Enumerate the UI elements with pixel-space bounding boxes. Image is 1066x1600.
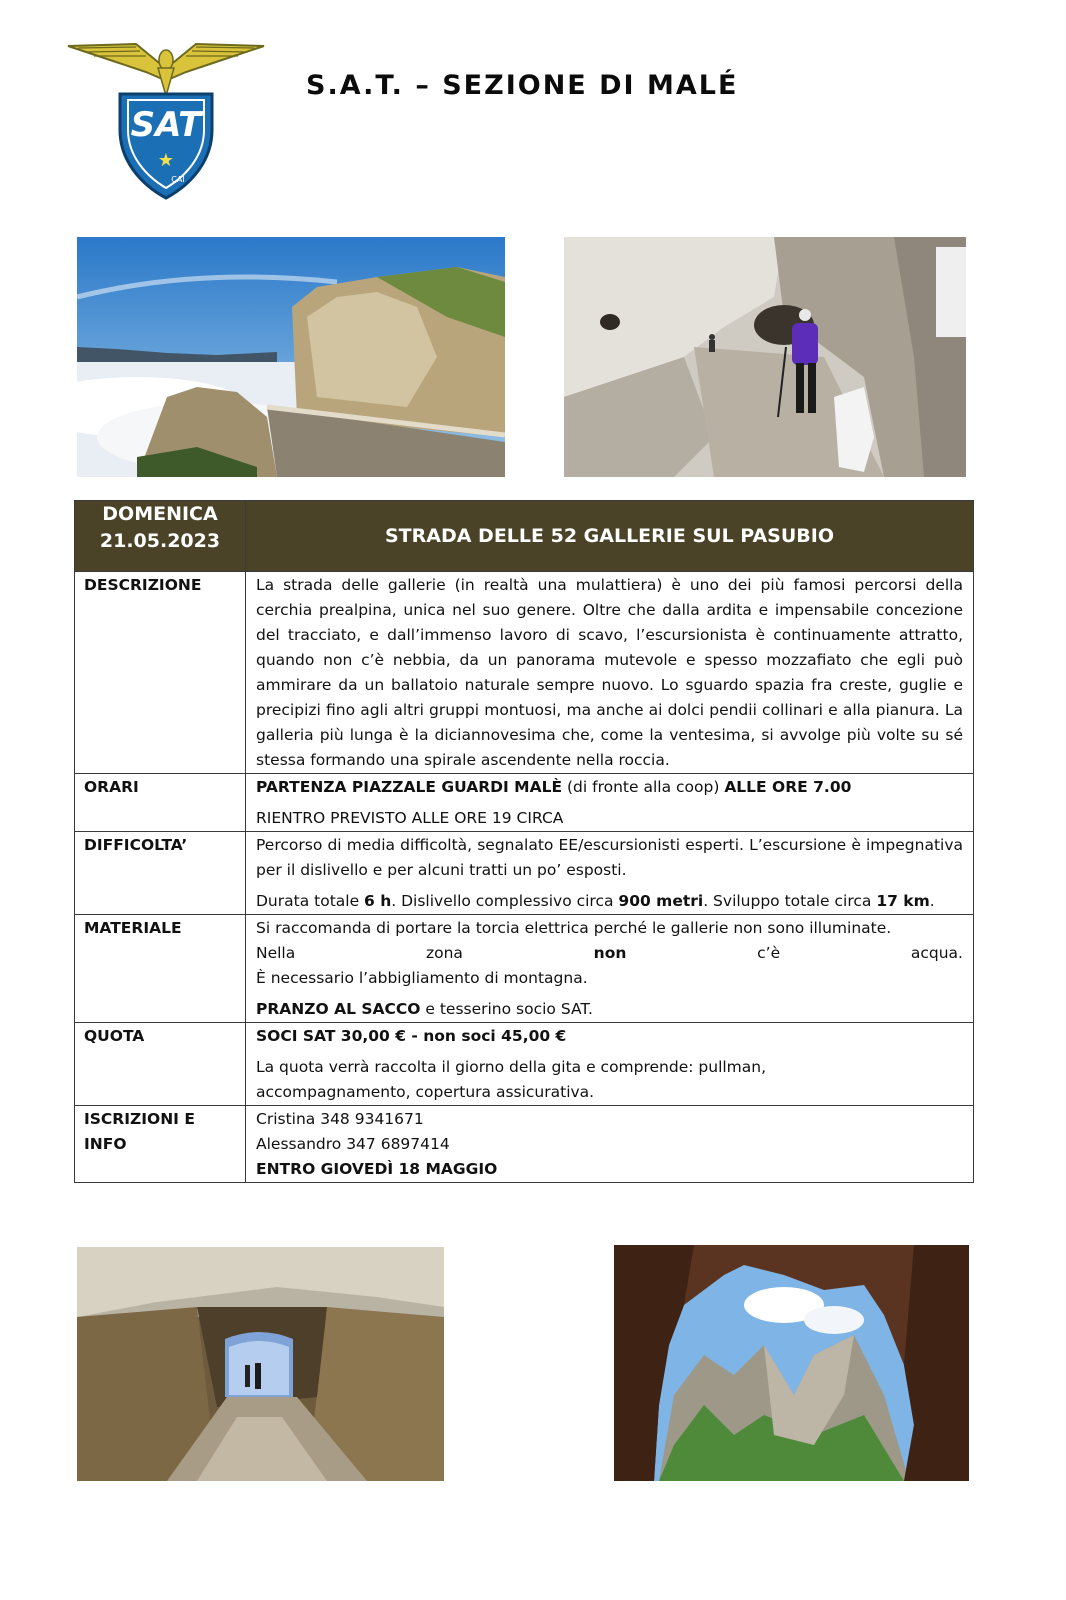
row-label-difficolta: DIFFICOLTA’ [75, 832, 246, 915]
descrizione-text: La strada delle gallerie (in realtà una mulattiera) è uno dei più famosi percorsi della cerchia prealpina, unica nel suo genere. Oltre che dalla ardita e impensabile concezione del tracciato, e dall’immenso lavoro di scavo, l’escursionista è continuamente attratto, quando non c’è nebbia, da un panorama mutevole e spesso mozzafiato che egli può ammirare da un ballatoio naturale sempre nuovo. Lo sguardo spazia fra creste, guglie e precipizi fino agli altri gruppi montuosi, ma anche ai dolci pendii collinari e alla pianura. La galleria più lunga è la diciannovesima che, come la ventesima, si avvolge più volte su sé stessa formando una spirale ascendente nella roccia. [246, 572, 974, 774]
row-label-iscrizioni-line1: ISCRIZIONI E [84, 1110, 195, 1128]
departure-place: PARTENZA PIAZZALE GUARDI MALÈ [256, 778, 563, 796]
row-label-orari: ORARI [75, 774, 246, 832]
duration-value: 6 h [364, 892, 392, 910]
lunch-bold: PRANZO AL SACCO [256, 1000, 421, 1018]
event-date-cell [75, 501, 246, 572]
elevation-label: . Dislivello complessivo circa [391, 892, 619, 910]
row-label-iscrizioni [75, 1106, 246, 1183]
landscape-photo-icon [77, 1247, 444, 1481]
distance-value: 17 km [876, 892, 930, 910]
torch-line: Si raccomanda di portare la torcia elettrica perché le gallerie non sono illuminate. [256, 919, 892, 937]
landscape-photo-icon [564, 237, 966, 477]
table-row-orari [75, 774, 974, 832]
iscrizioni-content [246, 1106, 974, 1183]
table-header-row [75, 501, 974, 572]
lunch-normal: e tesserino socio SAT. [420, 1000, 593, 1018]
water-word-4: c’è [757, 944, 781, 962]
contact-cristina: Cristina 348 9341671 [256, 1110, 424, 1128]
lunch-line [256, 997, 963, 1022]
svg-text:★: ★ [157, 150, 175, 171]
landscape-photo-icon [614, 1245, 969, 1481]
elevation-value: 900 metri [618, 892, 704, 910]
duration-label: Durata totale [256, 892, 365, 910]
row-label-iscrizioni-line2: INFO [84, 1135, 127, 1153]
eagle-shield-icon [66, 38, 266, 202]
row-label-materiale: MATERIALE [75, 915, 246, 1023]
difficolta-text: Percorso di media difficoltà, segnalato EE/escursionisti esperti. L’escursione è impegnativa per il dislivello e per alcuni tratti un po’ esposti. [256, 836, 963, 879]
distance-label: . Sviluppo totale circa [703, 892, 877, 910]
row-label-quota: QUOTA [75, 1023, 246, 1106]
tunnel-photo [77, 1247, 444, 1481]
clothing-line: È necessario l’abbigliamento di montagna. [256, 969, 588, 987]
duration-end: . [929, 892, 935, 910]
water-line [256, 941, 963, 966]
water-word-3: non [593, 944, 627, 962]
contact-alessandro: Alessandro 347 6897414 [256, 1135, 450, 1153]
page-title: S.A.T. – SEZIONE DI MALÉ [306, 70, 739, 101]
departure-time: ALLE ORE 7.00 [724, 778, 852, 796]
event-info-table [74, 500, 974, 1183]
quota-content [246, 1023, 974, 1106]
cave-window-photo [614, 1245, 969, 1481]
materiale-content [246, 915, 974, 1023]
water-word-1: Nella [256, 944, 296, 962]
event-date: 21.05.2023 [99, 530, 221, 552]
table-row-quota [75, 1023, 974, 1106]
duration-line [256, 889, 963, 914]
departure-line [256, 775, 963, 800]
svg-text:CAI: CAI [171, 175, 185, 184]
sat-logo [66, 38, 266, 202]
departure-note: (di fronte alla coop) [562, 778, 725, 796]
return-line: RIENTRO PREVISTO ALLE ORE 19 CIRCA [256, 809, 564, 827]
table-row-difficolta [75, 832, 974, 915]
difficolta-content [246, 832, 974, 915]
price-line: SOCI SAT 30,00 € - non soci 45,00 € [256, 1027, 567, 1045]
event-title: STRADA DELLE 52 GALLERIE SUL PASUBIO [246, 501, 974, 572]
svg-text:SAT: SAT [130, 105, 202, 145]
hiker-in-gallery-photo [564, 237, 966, 477]
table-row-iscrizioni [75, 1106, 974, 1183]
water-word-2: zona [425, 944, 463, 962]
table-row-materiale [75, 915, 974, 1023]
table-row-descrizione [75, 572, 974, 774]
water-word-5: acqua. [910, 944, 963, 962]
row-label-descrizione: DESCRIZIONE [75, 572, 246, 774]
orari-content [246, 774, 974, 832]
mountain-cliff-photo [77, 237, 505, 477]
landscape-photo-icon [77, 237, 505, 477]
price-note: La quota verrà raccolta il giorno della gita e comprende: pullman, accompagnamento, copertura assicurativa. [256, 1058, 767, 1101]
registration-deadline: ENTRO GIOVEDÌ 18 MAGGIO [256, 1160, 498, 1178]
event-day: DOMENICA [102, 503, 218, 525]
